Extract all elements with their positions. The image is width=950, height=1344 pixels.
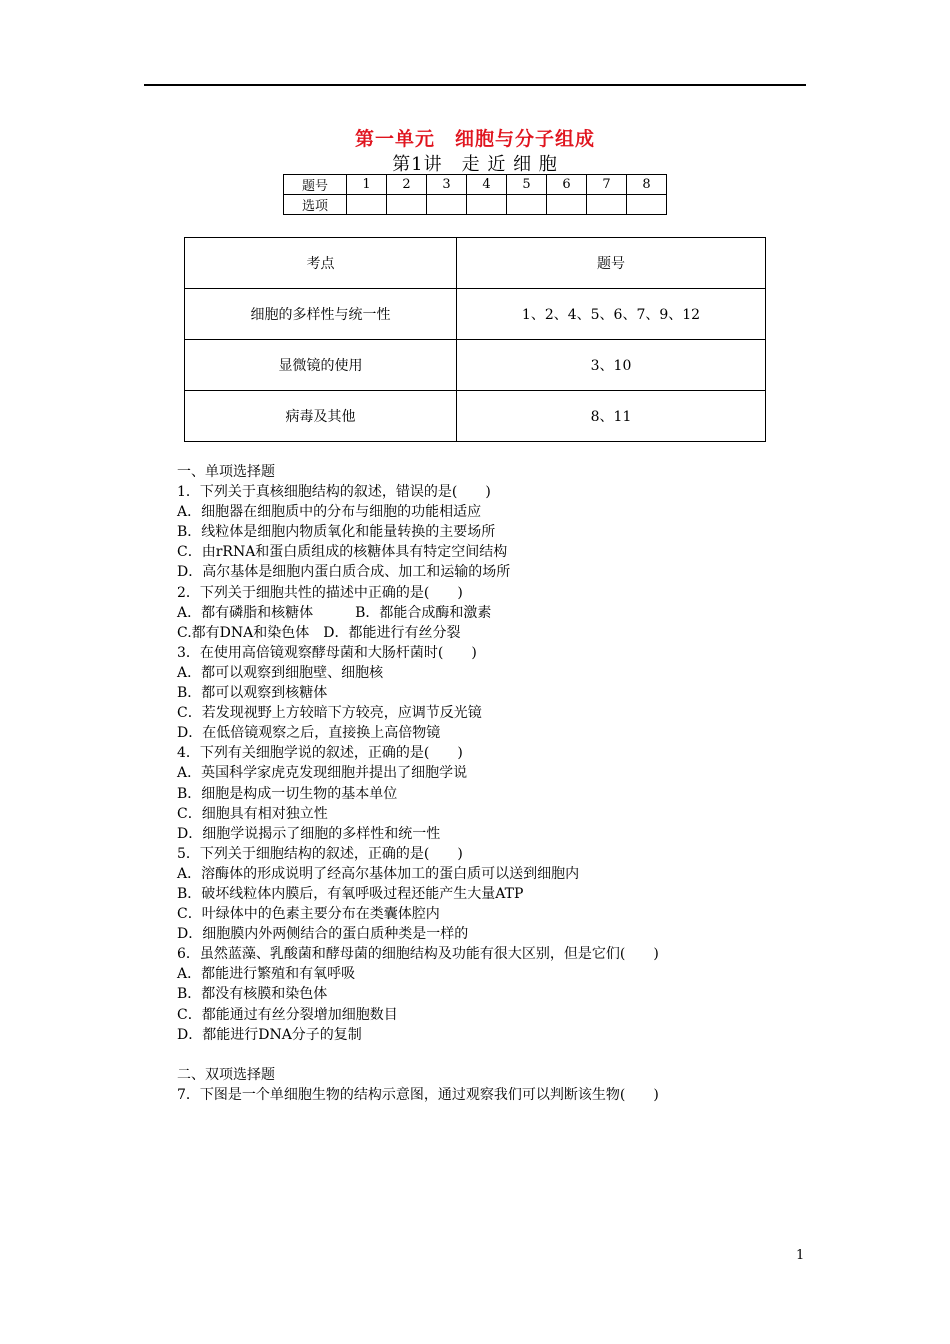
- question-line: A．溶酶体的形成说明了经高尔基体加工的蛋白质可以送到细胞内: [177, 865, 580, 882]
- answer-grid-choice-cell: [547, 195, 587, 215]
- question-line: C.都有DNA和染色体 D．都能进行有丝分裂: [177, 624, 461, 641]
- question-line: 4．下列有关细胞学说的叙述，正确的是( ): [177, 745, 463, 762]
- single-choice-section: [177, 462, 797, 1045]
- question-line: 7．下图是一个单细胞生物的结构示意图，通过观察我们可以判断该生物( ): [177, 1086, 659, 1103]
- answer-grid-number: 1: [347, 175, 387, 195]
- question-line: 5．下列关于细胞结构的叙述，正确的是( ): [177, 845, 463, 862]
- answer-grid-choice-row: [284, 195, 667, 215]
- question-line: C．叶绿体中的色素主要分布在类囊体腔内: [177, 906, 440, 923]
- topic-table-row: [185, 340, 766, 391]
- answer-grid-choice-cell: [427, 195, 467, 215]
- answer-grid-number: 5: [507, 175, 547, 195]
- unit-title: 第一单元 细胞与分子组成: [354, 128, 595, 150]
- question-line: 一、单项选择题: [177, 464, 275, 480]
- page-number: 1: [796, 1248, 805, 1263]
- question-line: A．都有磷脂和核糖体 B．都能合成酶和激素: [177, 604, 492, 621]
- question-body: [177, 462, 797, 1105]
- answer-grid-choice-cell: [467, 195, 507, 215]
- question-line: D．细胞学说揭示了细胞的多样性和统一性: [177, 825, 441, 842]
- question-line: B．都可以观察到核糖体: [177, 685, 328, 702]
- topic-cell: 显微镜的使用: [185, 340, 457, 391]
- question-number-header: 题号: [457, 238, 766, 289]
- topic-cell: 病毒及其他: [185, 391, 457, 442]
- answer-grid-number: 2: [387, 175, 427, 195]
- answer-grid-number: 6: [547, 175, 587, 195]
- question-numbers-cell: 1、2、4、5、6、7、9、12: [457, 289, 766, 340]
- answer-grid-number: 8: [627, 175, 667, 195]
- question-numbers-cell: 8、11: [457, 391, 766, 442]
- answer-grid-number: 4: [467, 175, 507, 195]
- answer-grid-choice-cell: [347, 195, 387, 215]
- topic-table-row: [185, 391, 766, 442]
- question-line: C．若发现视野上方较暗下方较亮，应调节反光镜: [177, 705, 482, 722]
- question-line: D．高尔基体是细胞内蛋白质合成、加工和运输的场所: [177, 564, 511, 581]
- question-line: 3．在使用高倍镜观察酵母菌和大肠杆菌时( ): [177, 644, 477, 661]
- answer-grid-number: 7: [587, 175, 627, 195]
- topic-cell: 细胞的多样性与统一性: [185, 289, 457, 340]
- answer-grid-choice-cell: [507, 195, 547, 215]
- question-line: 2．下列关于细胞共性的描述中正确的是( ): [177, 584, 463, 601]
- answer-grid-choice-cell: [387, 195, 427, 215]
- question-numbers-cell: 3、10: [457, 340, 766, 391]
- double-choice-section: [177, 1065, 797, 1105]
- topic-table-row: [185, 289, 766, 340]
- answer-grid-number-row: [284, 175, 667, 195]
- question-line: C．细胞具有相对独立性: [177, 805, 328, 822]
- question-line: A．细胞器在细胞质中的分布与细胞的功能相适应: [177, 504, 482, 521]
- question-line: C．都能通过有丝分裂增加细胞数目: [177, 1006, 398, 1023]
- answer-grid: [283, 174, 667, 215]
- topic-table-header: [185, 238, 766, 289]
- lesson-title: 第1讲 走 近 细 胞: [392, 154, 558, 175]
- question-line: 二、双项选择题: [177, 1066, 275, 1083]
- question-line: A．都能进行繁殖和有氧呼吸: [177, 966, 356, 983]
- section-gap: [177, 1045, 797, 1065]
- question-line: A．英国科学家虎克发现细胞并提出了细胞学说: [177, 765, 468, 782]
- question-line: D．在低倍镜观察之后，直接换上高倍物镜: [177, 725, 441, 742]
- question-line: 1．下列关于真核细胞结构的叙述，错误的是( ): [177, 484, 491, 501]
- question-line: A．都可以观察到细胞壁、细胞核: [177, 664, 384, 681]
- topic-table: [184, 237, 766, 442]
- answer-grid-row-label: 题号: [284, 175, 347, 195]
- answer-grid-row-label: 选项: [284, 195, 347, 215]
- question-line: C．由rRNA和蛋白质组成的核糖体具有特定空间结构: [177, 544, 508, 561]
- answer-grid-number: 3: [427, 175, 467, 195]
- header-rule: [144, 84, 806, 86]
- question-line: 6．虽然蓝藻、乳酸菌和酵母菌的细胞结构及功能有很大区别，但是它们( ): [177, 946, 659, 963]
- question-line: B．细胞是构成一切生物的基本单位: [177, 785, 398, 802]
- topic-header: 考点: [185, 238, 457, 289]
- question-line: B．都没有核膜和染色体: [177, 986, 328, 1003]
- answer-grid-choice-cell: [627, 195, 667, 215]
- question-line: D．都能进行DNA分子的复制: [177, 1026, 362, 1043]
- answer-grid-choice-cell: [587, 195, 627, 215]
- question-line: B．线粒体是细胞内物质氧化和能量转换的主要场所: [177, 524, 496, 541]
- question-line: D．细胞膜内外两侧结合的蛋白质种类是一样的: [177, 926, 469, 943]
- question-line: B．破坏线粒体内膜后，有氧呼吸过程还能产生大量ATP: [177, 885, 524, 902]
